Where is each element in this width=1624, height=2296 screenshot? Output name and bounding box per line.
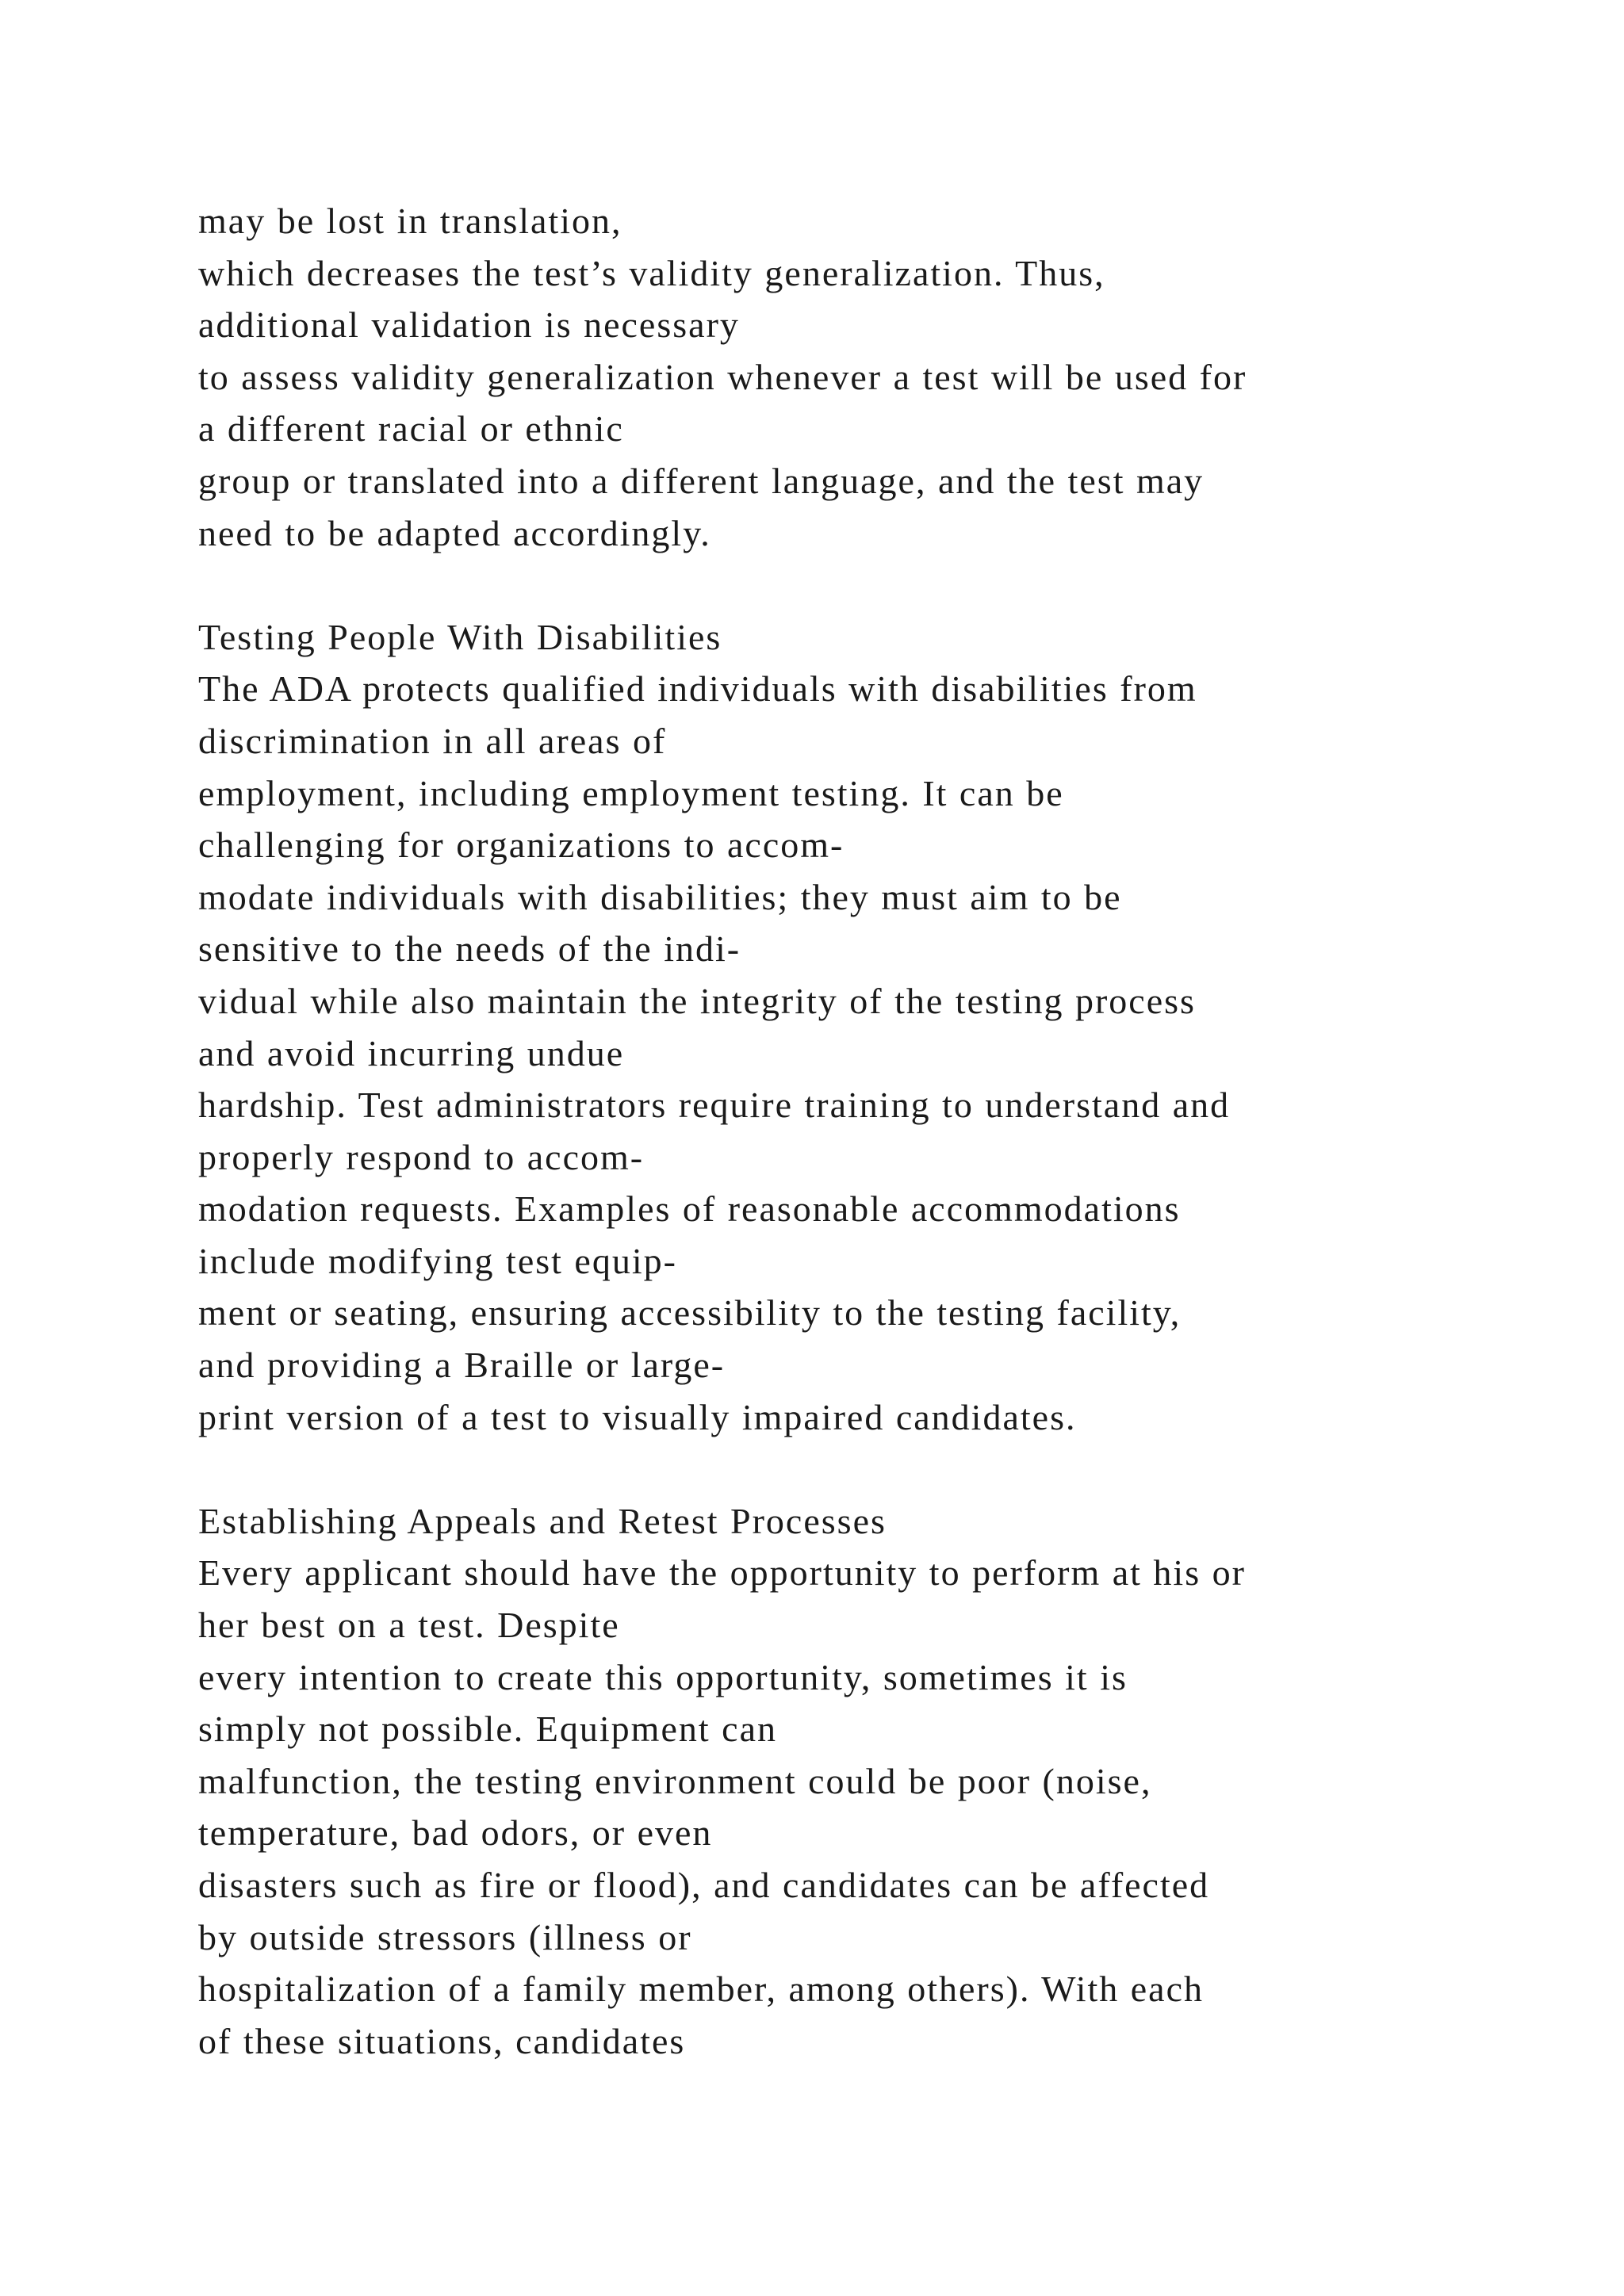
text-line: temperature, bad odors, or even xyxy=(198,1812,713,1854)
text-line: a different racial or ethnic xyxy=(198,408,624,450)
text-line: every intention to create this opportunity, sometimes it is xyxy=(198,1656,1128,1697)
paragraph-spacer xyxy=(198,1443,1507,1495)
text-line: The ADA protects qualified individuals with disabilities from xyxy=(198,668,1197,710)
text-line: modate individuals with disabilities; they must aim to be xyxy=(198,876,1122,917)
heading-establishing-appeals-and-retest-processes: Establishing Appeals and Retest Processes xyxy=(198,1500,887,1541)
paragraph-disabilities xyxy=(198,663,1507,1443)
text-line: need to be adapted accordingly. xyxy=(198,512,711,553)
paragraph-spacer xyxy=(198,559,1507,611)
text-line: which decreases the test’s validity generalization. Thus, xyxy=(198,252,1105,293)
text-line: vidual while also maintain the integrity of the testing process xyxy=(198,980,1196,1021)
paragraph-translation xyxy=(198,195,1507,559)
text-line: modation requests. Examples of reasonable accommodations xyxy=(198,1188,1181,1230)
text-line: to assess validity generalization whenever a test will be used for xyxy=(198,356,1247,397)
text-line: include modifying test equip- xyxy=(198,1240,677,1281)
heading-testing-people-with-disabilities: Testing People With Disabilities xyxy=(198,616,722,657)
paragraph-appeals xyxy=(198,1547,1507,2067)
text-line: print version of a test to visually impaired candidates. xyxy=(198,1396,1077,1437)
text-line: properly respond to accom- xyxy=(198,1136,645,1177)
text-line: her best on a test. Despite xyxy=(198,1605,620,1646)
text-line: group or translated into a different language, and the test may xyxy=(198,460,1205,501)
text-line: by outside stressors (illness or xyxy=(198,1916,692,1957)
text-line: hardship. Test administrators require training to understand and xyxy=(198,1085,1231,1126)
text-line: ment or seating, ensuring accessibility to the testing facility, xyxy=(198,1292,1182,1334)
text-line: discrimination in all areas of xyxy=(198,720,667,761)
text-line: additional validation is necessary xyxy=(198,304,740,346)
text-line: sensitive to the needs of the indi- xyxy=(198,928,741,970)
document-body xyxy=(198,195,1507,2067)
text-line: Every applicant should have the opportunity to perform at his or xyxy=(198,1552,1246,1594)
text-line: malfunction, the testing environment could be poor (noise, xyxy=(198,1760,1152,1801)
text-line: and providing a Braille or large- xyxy=(198,1345,726,1386)
text-line: employment, including employment testing. It can be xyxy=(198,772,1064,813)
text-line: disasters such as fire or flood), and candidates can be affected xyxy=(198,1865,1210,1905)
text-line: may be lost in translation, xyxy=(198,201,622,241)
text-line: challenging for organizations to accom- xyxy=(198,825,845,866)
text-line: hospitalization of a family member, among others). With each xyxy=(198,1969,1205,2010)
text-line: of these situations, candidates xyxy=(198,2020,686,2061)
text-line: and avoid incurring undue xyxy=(198,1032,625,1073)
text-line: simply not possible. Equipment can xyxy=(198,1709,777,1750)
